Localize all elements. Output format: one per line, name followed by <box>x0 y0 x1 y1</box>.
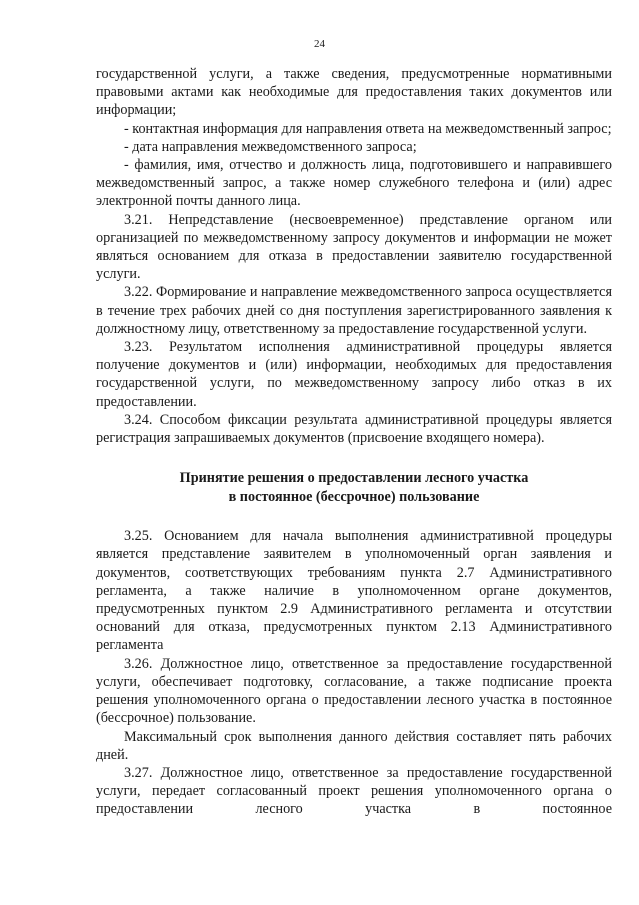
paragraph: государственной услуги, а также сведения, предусмотренные нормативными правовыми актами как необходимые для предоставления таких документов или информации; <box>96 66 612 119</box>
paragraphs-after-heading <box>96 527 612 818</box>
paragraph: 3.22. Формирование и направление межведомственного запроса осуществляется в течение трех рабочих дней со дня поступления зарегистрированного заявления к должностному лицу, ответственному за предоставление государственной услуги. <box>96 284 612 337</box>
paragraphs-before-heading <box>96 65 612 447</box>
paragraph: 3.21. Непредставление (несвоевременное) представление органом или организацией по межведомственному запросу документов и информации не может являться основанием для отказа в предоставлении заявителю государственной услуги. <box>96 211 612 283</box>
paragraph: - контактная информация для направления ответа на межведомственный запрос; <box>124 120 612 137</box>
paragraph: - фамилия, имя, отчество и должность лица, подготовившего и направившего межведомственный запрос, а также номер служебного телефона и (или) адрес электронной почты данного лица. <box>96 157 612 210</box>
page-number: 24 <box>314 38 325 50</box>
spacer <box>96 507 612 527</box>
paragraph: 3.26. Должностное лицо, ответственное за предоставление государственной услуги, обеспечивает подготовку, согласование, а также подписание проекта решения уполномоченного органа о предоставлении лесного участка в постоянное (бессрочное) пользование. <box>96 655 612 727</box>
document-body <box>96 65 612 819</box>
paragraph: 3.23. Результатом исполнения административной процедуры является получение документов и (или) информации, необходимых для предоставления государственной услуги, по межведомственному запросу либо отказ в их предоставлении. <box>96 339 612 410</box>
paragraph: - дата направления межведомственного запроса; <box>124 138 417 155</box>
section-heading-line-1: Принятие решения о предоставлении лесного участка <box>179 470 529 487</box>
paragraph: Максимальный срок выполнения данного действия составляет пять рабочих дней. <box>96 728 612 763</box>
section-heading-line-2: в постоянное (бессрочное) пользование <box>228 489 480 506</box>
paragraph: 3.27. Должностное лицо, ответственное за предоставление государственной услуги, передает согласованный проект решения уполномоченного органа о предоставлении лесного участка в постоянное <box>96 764 612 818</box>
paragraph: 3.24. Способом фиксации результата административной процедуры является регистрация запрашиваемых документов (присвоение входящего номера). <box>96 411 612 447</box>
spacer <box>96 447 612 469</box>
paragraph: 3.25. Основанием для начала выполнения административной процедуры является представление заявителем в уполномоченный орган заявления и документов, соответствующих требованиям пункта 2.7 Административного регламента, а также наличие в уполномоченном органе документов, предусмотренных пунктом 2.9 Административного регламента и отсутствии оснований для отказа, предусмотренных пунктом 2.13 Административного регламента <box>96 528 612 654</box>
